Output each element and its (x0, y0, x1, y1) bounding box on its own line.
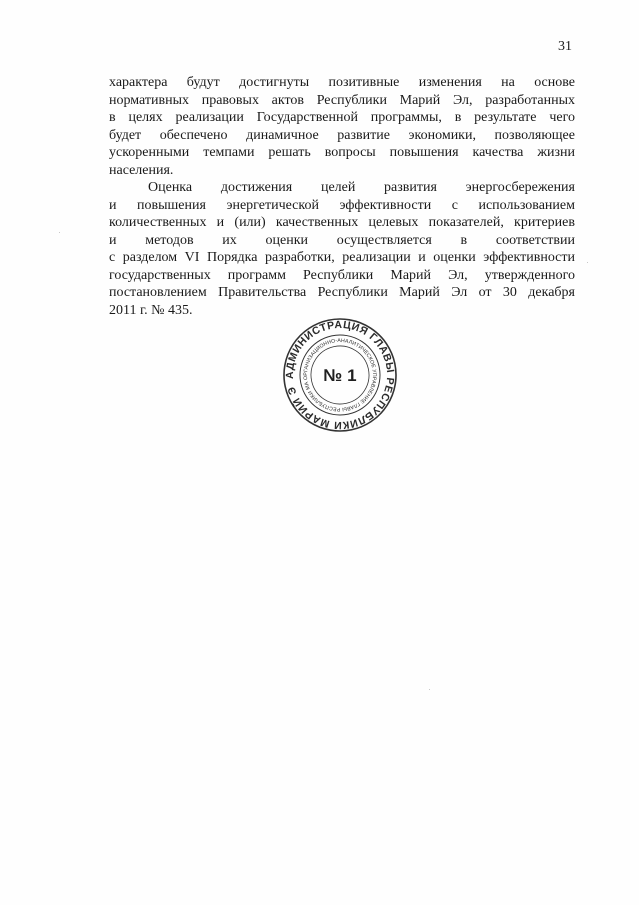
paragraph-2-line: количественных и (или) качественных целевых показателей, критериев (109, 215, 575, 230)
document-body (109, 74, 575, 319)
scan-speck (587, 262, 588, 263)
paragraph-2-line: и методов их оценки осуществляется в соответствии (109, 232, 575, 248)
stamp-inner-text: ОРГАНИЗАЦИОННО-АНАЛИТИЧЕСКОЕ УПРАВЛЕНИЕ ГЛАВЫ РЕСПУБЛИКИ МАРИЙ (302, 337, 378, 413)
paragraph-1-line: населения. (109, 162, 174, 178)
scan-speck (429, 689, 430, 690)
paragraph-2-line: 2011 г. № 435. (109, 302, 193, 318)
paragraph-1-line: будет обеспечено динамичное развитие экономики, позволяющее (109, 127, 575, 143)
official-stamp (270, 315, 410, 435)
paragraph-2-line: Оценка достижения целей развития энергосбережения (148, 180, 575, 195)
stamp-outer-text: АДМИНИСТРАЦИЯ ГЛАВЫ РЕСПУБЛИКИ МАРИЙ ЭЛ (283, 318, 397, 432)
paragraph-2-line: и повышения энергетической эффективности с использованием (109, 197, 575, 213)
scan-speck (59, 232, 60, 233)
paragraph-1-line: ускоренными темпами решать вопросы повышения качества жизни (109, 145, 575, 160)
paragraph-1-line: характера будут достигнуты позитивные изменения на основе (109, 75, 575, 90)
paragraph-1-line: в целях реализации Государственной программы, в результате чего (109, 110, 575, 125)
paragraph-2-line: государственных программ Республики Марий Эл, утвержденного (109, 267, 575, 283)
paragraph-2-line: с разделом VI Порядка разработки, реализации и оценки эффективности (109, 250, 575, 265)
paragraph-1-line: нормативных правовых актов Республики Марий Эл, разработанных (109, 92, 575, 108)
stamp-number: № 1 (323, 366, 357, 385)
paragraph-2-line: постановлением Правительства Республики Марий Эл от 30 декабря (109, 285, 575, 300)
page-number: 31 (558, 39, 572, 54)
